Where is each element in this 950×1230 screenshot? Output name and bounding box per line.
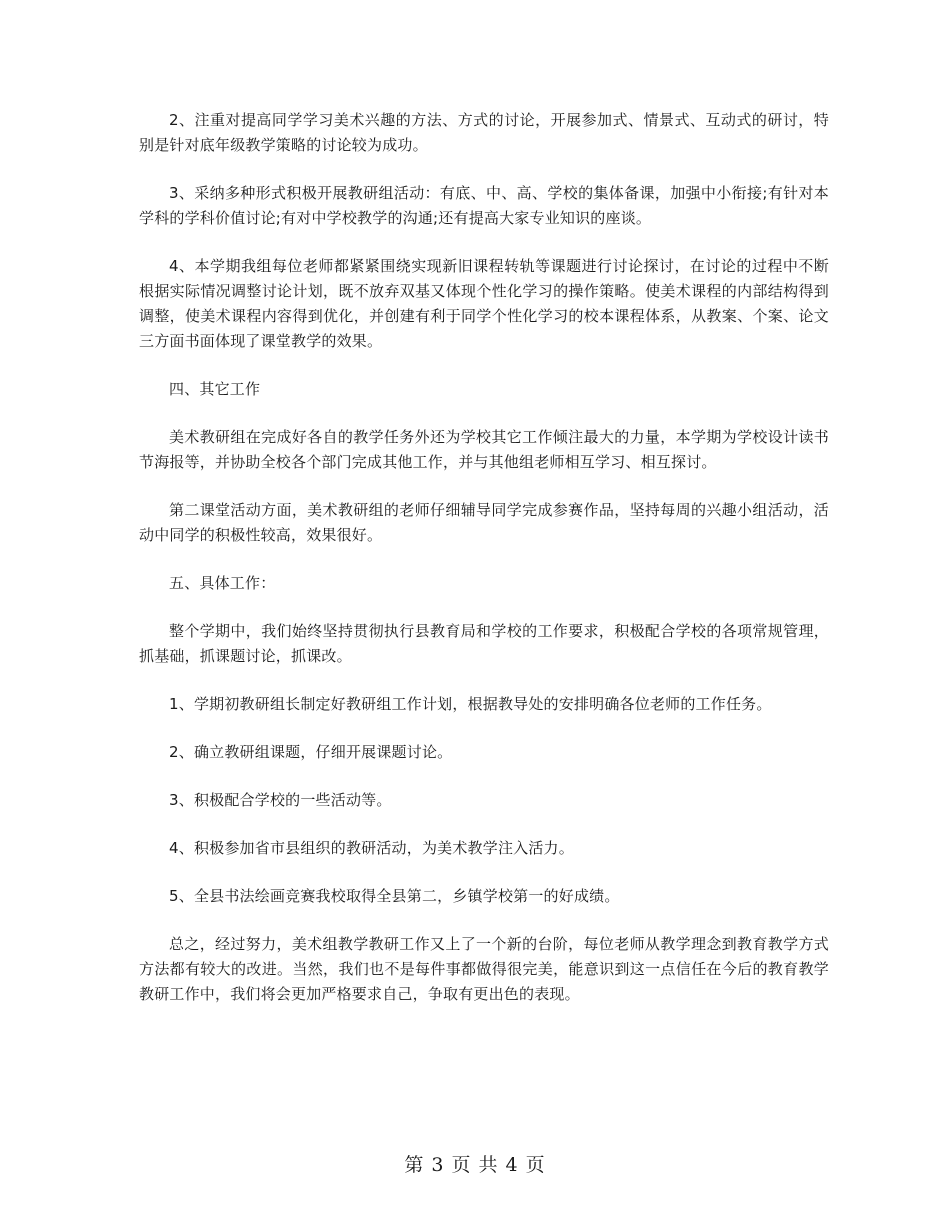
paragraph: 美术教研组在完成好各自的教学任务外还为学校其它工作倾注最大的力量，本学期为学校设计读书节海报等，并协助全校各个部门完成其他工作，并与其他组老师相互学习、相互探讨。	[139, 428, 829, 471]
paragraph: 总之，经过努力，美术组教学教研工作又上了一个新的台阶，每位老师从教学理念到教育教学方式方法都有较大的改进。当然，我们也不是每件事都做得很完美，能意识到这一点信任在今后的教育教学教研工作中，我们将会更加严格要求自己，争取有更出色的表现。	[139, 935, 829, 1003]
list-item: 2、确立教研组课题，仔细开展课题讨论。	[169, 743, 453, 761]
section-heading: 五、具体工作：	[169, 574, 276, 592]
section-heading: 四、其它工作	[169, 380, 261, 398]
page-footer: 第 3 页 共 4 页	[404, 1154, 546, 1176]
list-item: 4、积极参加省市县组织的教研活动，为美术教学注入活力。	[169, 839, 574, 857]
paragraph: 3、采纳多种形式积极开展教研组活动：有底、中、高、学校的集体备课，加强中小衔接;有针对本学科的学科价值讨论;有对中学校教学的沟通;还有提高大家专业知识的座谈。	[139, 184, 829, 227]
list-item: 3、积极配合学校的一些活动等。	[169, 791, 392, 809]
paragraph: 整个学期中，我们始终坚持贯彻执行县教育局和学校的工作要求，积极配合学校的各项常规管理，抓基础，抓课题讨论，抓课改。	[139, 622, 829, 665]
list-item: 1、学期初教研组长制定好教研组工作计划，根据教导处的安排明确各位老师的工作任务。	[169, 695, 772, 713]
paragraph: 第二课堂活动方面，美术教研组的老师仔细辅导同学完成参赛作品，坚持每周的兴趣小组活动，活动中同学的积极性较高，效果很好。	[139, 501, 829, 544]
paragraph: 2、注重对提高同学学习美术兴趣的方法、方式的讨论，开展参加式、情景式、互动式的研讨，特别是针对底年级教学策略的讨论较为成功。	[139, 111, 829, 154]
document-body	[139, 108, 829, 1030]
list-item: 5、全县书法绘画竞赛我校取得全县第二，乡镇学校第一的好成绩。	[169, 887, 620, 905]
paragraph: 4、本学期我组每位老师都紧紧围绕实现新旧课程转轨等课题进行讨论探讨，在讨论的过程中不断根据实际情况调整讨论计划，既不放弃双基又体现个性化学习的操作策略。使美术课程的内部结构得到调整，使美术课程内容得到优化，并创建有利于同学个性化学习的校本课程体系，从教案、个案、论文三方面书面体现了课堂教学的效果。	[139, 257, 829, 350]
